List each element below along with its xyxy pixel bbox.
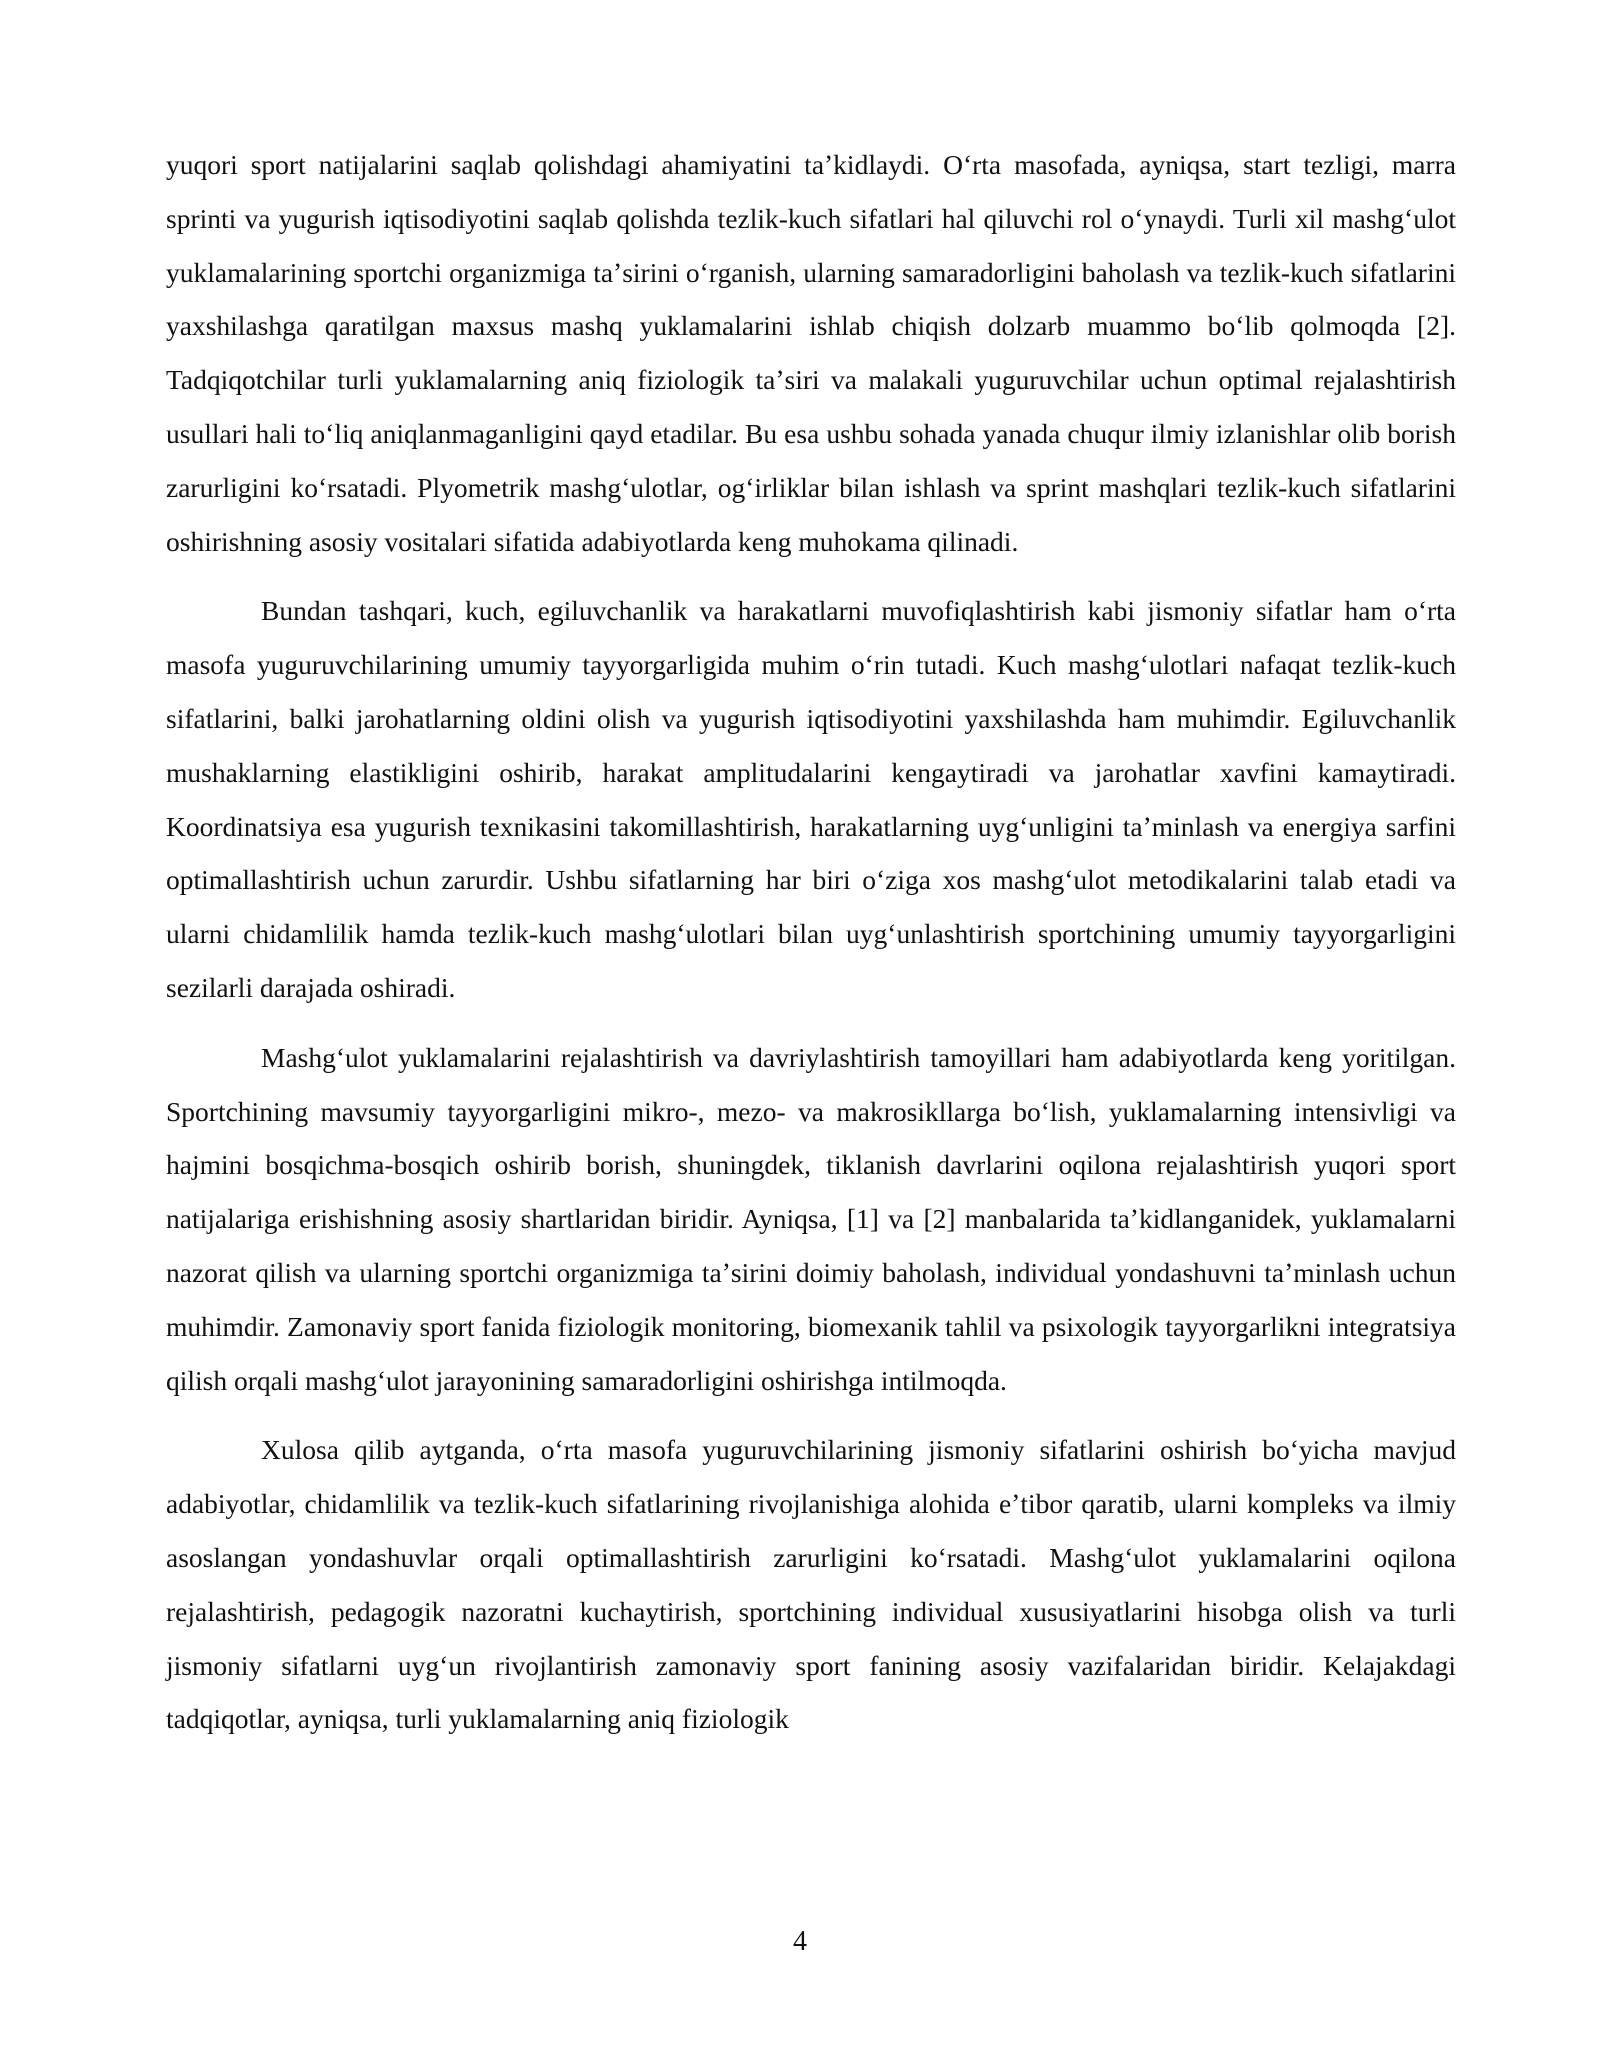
paragraph-conclusion: Xulosa qilib aytganda, oʻrta masofa yuguruvchilarining jismoniy sifatlarini oshirish boʻyicha mavjud adabiyotlar, chidamlilik va tezlik-kuch sifatlarining rivojlanishiga alohida eʼtibor qaratib, ularni kompleks va ilmiy asoslangan yondashuvlar orqali optimallashtirish zarurligini koʻrsatadi. Mashgʻulot yuklamalarini oqilona rejalashtirish, pedagogik nazoratni kuchaytirish, sportchining individual xususiyatlarini hisobga olish va turli jismoniy sifatlarni uygʻun rivojlantirish zamonaviy sport fanining asosiy vazifalaridan biridir. Kelajakdagi tadqiqotlar, ayniqsa, turli yuklamalarning aniq fiziologik bbox=[166, 1434, 1456, 1735]
page-number: 4 bbox=[793, 1926, 807, 1957]
paragraph-continuation: yuqori sport natijalarini saqlab qolishdagi ahamiyatini taʼkidlaydi. Oʻrta masofada, ayniqsa, start tezligi, marra sprinti va yugurish iqtisodiyotini saqlab qolishda tezlik-kuch sifatlari hal qiluvchi rol oʻynaydi. Turli xil mashgʻulot yuklamalarining sportchi organizmiga taʼsirini oʻrganish, ularning samaradorligini baholash va tezlik-kuch sifatlarini yaxshilashga qaratilgan maxsus mashq yuklamalarini ishlab chiqish dolzarb muammo boʻlib qolmoqda [2]. Tadqiqotchilar turli yuklamalarning aniq fiziologik taʼsiri va malakali yuguruvchilar uchun optimal rejalashtirish usullari hali toʻliq aniqlanmaganligini qayd etadilar. Bu esa ushbu sohada yanada chuqur ilmiy izlanishlar olib borish zarurligini koʻrsatadi. Plyometrik mashgʻulotlar, ogʻirliklar bilan ishlash va sprint mashqlari tezlik-kuch sifatlarini oshirishning asosiy vositalari sifatida adabiyotlarda keng muhokama qilinadi. bbox=[166, 149, 1456, 557]
paragraph-load-planning: Mashgʻulot yuklamalarini rejalashtirish va davriylashtirish tamoyillari ham adabiyotlarda keng yoritilgan. Sportchining mavsumiy tayyorgarligini mikro-, mezo- va makrosikllarga boʻlish, yuklamalarning intensivligi va hajmini bosqichma-bosqich oshirib borish, shuningdek, tiklanish davrlarini oqilona rejalashtirish yuqori sport natijalariga erishishning asosiy shartlaridan biridir. Ayniqsa, [1] va [2] manbalarida taʼkidlanganidek, yuklamalarni nazorat qilish va ularning sportchi organizmiga taʼsirini doimiy baholash, individual yondashuvni taʼminlash uchun muhimdir. Zamonaviy sport fanida fiziologik monitoring, biomexanik tahlil va psixologik tayyorgarlikni integratsiya qilish orqali mashgʻulot jarayonining samaradorligini oshirishga intilmoqda. bbox=[166, 1041, 1456, 1396]
paragraph-physical-qualities: Bundan tashqari, kuch, egiluvchanlik va harakatlarni muvofiqlashtirish kabi jismoniy sifatlar ham oʻrta masofa yuguruvchilarining umumiy tayyorgarligida muhim oʻrin tutadi. Kuch mashgʻulotlari nafaqat tezlik-kuch sifatlarini, balki jarohatlarning oldini olish va yugurish iqtisodiyotini yaxshilashda ham muhimdir. Egiluvchanlik mushaklarning elastikligini oshirib, harakat amplitudalarini kengaytiradi va jarohatlar xavfini kamaytiradi. Koordinatsiya esa yugurish texnikasini takomillashtirish, harakatlarning uygʻunligini taʼminlash va energiya sarfini optimallashtirish uchun zarurdir. Ushbu sifatlarning har biri oʻziga xos mashgʻulot metodikalarini talab etadi va ularni chidamlilik hamda tezlik-kuch mashgʻulotlari bilan uygʻunlashtirish sportchining umumiy tayyorgarligini sezilarli darajada oshiradi. bbox=[166, 595, 1456, 1003]
body-text bbox=[166, 138, 1456, 1762]
